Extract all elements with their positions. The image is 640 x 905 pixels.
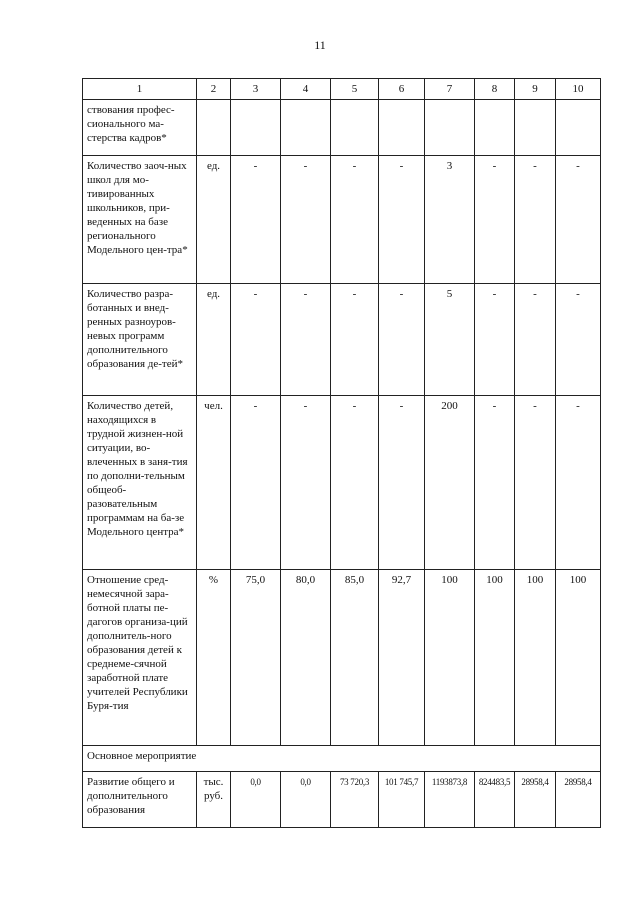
value-cell: - [556, 156, 601, 284]
value-cell: - [515, 284, 556, 396]
value-cell: - [556, 284, 601, 396]
indicator-label: Количество разра-ботанных и внед-ренных разноуров-невых программ дополнительного образования де-тей* [83, 284, 197, 396]
header-cell: 7 [425, 79, 475, 100]
value-cell: 100 [475, 570, 515, 746]
value-cell: 28958,4 [556, 772, 601, 828]
unit-cell: тыс. руб. [197, 772, 231, 828]
value-cell: - [331, 156, 379, 284]
value-cell [331, 100, 379, 156]
value-cell: 92,7 [379, 570, 425, 746]
header-cell: 10 [556, 79, 601, 100]
value-cell: - [379, 396, 425, 570]
header-row [83, 79, 601, 100]
funding-row [83, 772, 601, 828]
header-cell: 2 [197, 79, 231, 100]
value-cell: - [231, 156, 281, 284]
value-cell [556, 100, 601, 156]
value-cell: - [281, 396, 331, 570]
header-cell: 1 [83, 79, 197, 100]
header-cell: 5 [331, 79, 379, 100]
page-number: 11 [314, 38, 326, 52]
table-row [83, 156, 601, 284]
value-cell: 3 [425, 156, 475, 284]
value-cell: 100 [515, 570, 556, 746]
unit-cell: ед. [197, 284, 231, 396]
value-cell: - [556, 396, 601, 570]
value-cell: 0,0 [281, 772, 331, 828]
value-cell: 75,0 [231, 570, 281, 746]
value-cell [231, 100, 281, 156]
value-cell: 100 [425, 570, 475, 746]
section-row [83, 746, 601, 772]
value-cell: - [475, 396, 515, 570]
value-cell: - [281, 156, 331, 284]
value-cell: - [475, 156, 515, 284]
value-cell: - [231, 396, 281, 570]
value-cell [475, 100, 515, 156]
indicator-label: Количество детей, находящихся в трудной жизнен-ной ситуации, во-влеченных в заня-тия по дополни-тельным общеоб-разовательным программам на ба-зе Модельного центра* [83, 396, 197, 570]
value-cell: 28958,4 [515, 772, 556, 828]
unit-cell: чел. [197, 396, 231, 570]
table-row [83, 396, 601, 570]
value-cell: - [379, 284, 425, 396]
value-cell: - [231, 284, 281, 396]
unit-cell [197, 100, 231, 156]
table-row [83, 284, 601, 396]
value-cell: - [331, 284, 379, 396]
value-cell: 0,0 [231, 772, 281, 828]
indicator-label: Количество заоч-ных школ для мо-тивированных школьников, при-веденных на базе регионального Модельного цен-тра* [83, 156, 197, 284]
value-cell: - [281, 284, 331, 396]
value-cell: - [515, 396, 556, 570]
value-cell [425, 100, 475, 156]
table-row [83, 100, 601, 156]
unit-cell: % [197, 570, 231, 746]
unit-cell: ед. [197, 156, 231, 284]
value-cell [515, 100, 556, 156]
header-cell: 8 [475, 79, 515, 100]
value-cell: 5 [425, 284, 475, 396]
value-cell: - [475, 284, 515, 396]
value-cell: 101 745,7 [379, 772, 425, 828]
table-row [83, 570, 601, 746]
value-cell: 85,0 [331, 570, 379, 746]
indicators-table [82, 78, 601, 828]
header-cell: 3 [231, 79, 281, 100]
value-cell: - [379, 156, 425, 284]
section-title: Основное мероприятие [83, 746, 601, 772]
value-cell: - [331, 396, 379, 570]
indicator-label: Отношение сред-немесячной зара-ботной платы пе-дагогов организа-ций дополнитель-ного образования детей к среднеме-сячной заработной плате учителей Республики Буря-тия [83, 570, 197, 746]
header-cell: 9 [515, 79, 556, 100]
header-cell: 4 [281, 79, 331, 100]
value-cell: 100 [556, 570, 601, 746]
header-cell: 6 [379, 79, 425, 100]
value-cell: - [515, 156, 556, 284]
value-cell: 73 720,3 [331, 772, 379, 828]
value-cell: 200 [425, 396, 475, 570]
value-cell: 1193873,8 [425, 772, 475, 828]
value-cell: 824483,5 [475, 772, 515, 828]
value-cell [281, 100, 331, 156]
indicator-label: ствования профес-сионального ма-стерства кадров* [83, 100, 197, 156]
funding-label: Развитие общего и дополнительного образования [83, 772, 197, 828]
value-cell: 80,0 [281, 570, 331, 746]
value-cell [379, 100, 425, 156]
